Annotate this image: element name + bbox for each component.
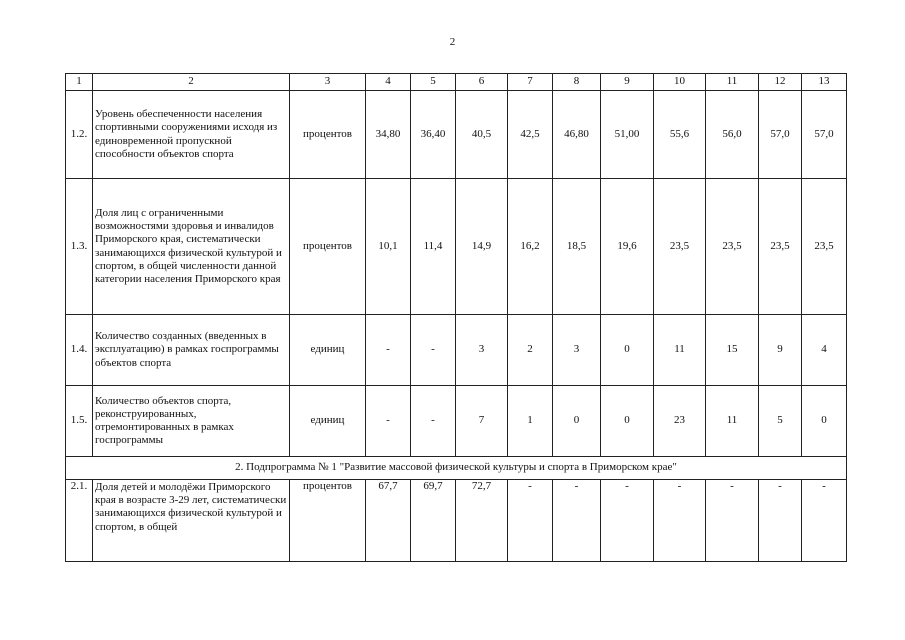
value-cell: 72,7: [456, 480, 508, 562]
value-cell: 9: [759, 315, 802, 386]
value-cell: 4: [802, 315, 847, 386]
value-cell: 40,5: [456, 91, 508, 179]
indicator-name: Количество созданных (введенных в эксплуатацию) в рамках госпрограммы объектов спорта: [93, 315, 290, 386]
row-number: 1.3.: [66, 179, 93, 315]
header-cell: 4: [366, 74, 411, 91]
value-cell: -: [802, 480, 847, 562]
value-cell: 56,0: [706, 91, 759, 179]
value-cell: 23,5: [654, 179, 706, 315]
header-cell: 11: [706, 74, 759, 91]
unit-cell: процентов: [290, 91, 366, 179]
value-cell: 23: [654, 386, 706, 457]
indicator-name: Уровень обеспеченности населения спортивными сооружениями исходя из единовременной пропускной способности объектов спорта: [93, 91, 290, 179]
value-cell: -: [706, 480, 759, 562]
value-cell: 10,1: [366, 179, 411, 315]
value-cell: 0: [802, 386, 847, 457]
value-cell: 0: [553, 386, 601, 457]
row-number: 2.1.: [66, 480, 93, 562]
header-cell: 10: [654, 74, 706, 91]
value-cell: 67,7: [366, 480, 411, 562]
row-number: 1.2.: [66, 91, 93, 179]
header-cell: 9: [601, 74, 654, 91]
header-cell: 5: [411, 74, 456, 91]
table-row: [66, 386, 847, 457]
header-cell: 1: [66, 74, 93, 91]
indicators-table: [65, 73, 847, 562]
value-cell: 57,0: [802, 91, 847, 179]
row-number: 1.4.: [66, 315, 93, 386]
value-cell: 14,9: [456, 179, 508, 315]
table-row: [66, 480, 847, 562]
indicator-name: [93, 480, 290, 562]
header-cell: 13: [802, 74, 847, 91]
header-cell: 12: [759, 74, 802, 91]
value-cell: 15: [706, 315, 759, 386]
value-cell: 5: [759, 386, 802, 457]
indicator-name: Количество объектов спорта, реконструированных, отремонтированных в рамках госпрограммы: [93, 386, 290, 457]
value-cell: 2: [508, 315, 553, 386]
table-row: [66, 315, 847, 386]
table-row: [66, 91, 847, 179]
value-cell: 1: [508, 386, 553, 457]
header-cell: 7: [508, 74, 553, 91]
unit-cell: процентов: [290, 480, 366, 562]
value-cell: 11: [706, 386, 759, 457]
value-cell: 0: [601, 315, 654, 386]
unit-cell: процентов: [290, 179, 366, 315]
value-cell: 69,7: [411, 480, 456, 562]
value-cell: -: [411, 386, 456, 457]
value-cell: 36,40: [411, 91, 456, 179]
value-cell: -: [508, 480, 553, 562]
value-cell: 3: [553, 315, 601, 386]
value-cell: 51,00: [601, 91, 654, 179]
value-cell: 46,80: [553, 91, 601, 179]
value-cell: -: [759, 480, 802, 562]
subprogram-title: 2. Подпрограмма № 1 "Развитие массовой физической культуры и спорта в Приморском крае": [66, 457, 847, 480]
value-cell: 16,2: [508, 179, 553, 315]
indicator-name: Доля лиц с ограниченными возможностями здоровья и инвалидов Приморского края, систематически занимающихся физической культурой и спортом, в общей численности данной категории населения Приморского края: [93, 179, 290, 315]
value-cell: 19,6: [601, 179, 654, 315]
value-cell: 11: [654, 315, 706, 386]
unit-cell: единиц: [290, 386, 366, 457]
value-cell: -: [366, 386, 411, 457]
page-number: 2: [449, 36, 456, 48]
value-cell: -: [601, 480, 654, 562]
header-cell: 6: [456, 74, 508, 91]
value-cell: 18,5: [553, 179, 601, 315]
value-cell: -: [654, 480, 706, 562]
value-cell: 55,6: [654, 91, 706, 179]
value-cell: 23,5: [759, 179, 802, 315]
value-cell: 7: [456, 386, 508, 457]
value-cell: 23,5: [802, 179, 847, 315]
value-cell: 0: [601, 386, 654, 457]
unit-cell: единиц: [290, 315, 366, 386]
header-cell: 3: [290, 74, 366, 91]
table-header-row: [66, 74, 847, 91]
header-cell: 2: [93, 74, 290, 91]
row-number: 1.5.: [66, 386, 93, 457]
value-cell: 3: [456, 315, 508, 386]
value-cell: 11,4: [411, 179, 456, 315]
value-cell: 42,5: [508, 91, 553, 179]
value-cell: 23,5: [706, 179, 759, 315]
indicator-name-text: Доля детей и молодёжи Приморского края в возрасте 3-29 лет, систематически занимающихся физической культурой и спортом, в общей: [95, 481, 287, 533]
subprogram-row: [66, 457, 847, 480]
value-cell: 34,80: [366, 91, 411, 179]
header-cell: 8: [553, 74, 601, 91]
value-cell: -: [366, 315, 411, 386]
table-row: [66, 179, 847, 315]
value-cell: -: [411, 315, 456, 386]
value-cell: 57,0: [759, 91, 802, 179]
value-cell: -: [553, 480, 601, 562]
